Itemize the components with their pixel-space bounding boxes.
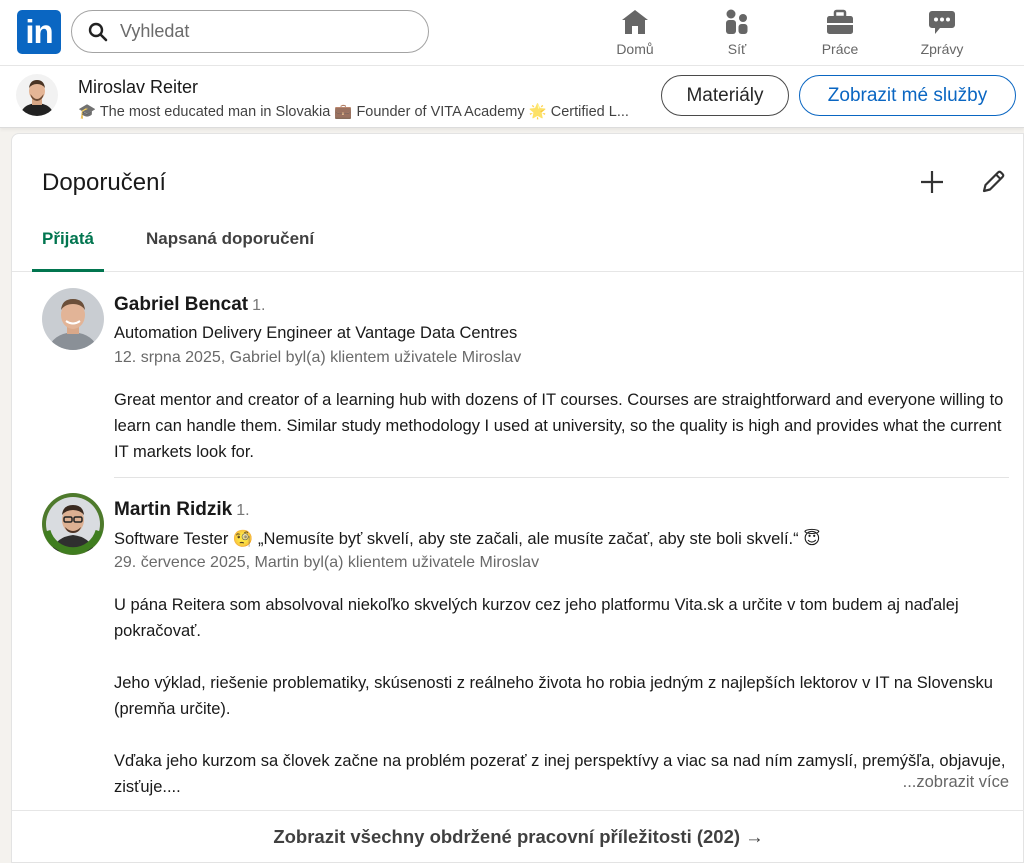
recommendation-item xyxy=(12,288,1024,478)
recommendation-text xyxy=(114,592,1009,800)
avatar[interactable] xyxy=(42,288,104,350)
nav-item-label: Domů xyxy=(616,41,654,57)
show-services-button[interactable]: Zobrazit mé služby xyxy=(799,75,1016,116)
recommendation-tabs xyxy=(12,214,1024,272)
section-title: Doporučení xyxy=(42,169,167,196)
nav-item-home[interactable] xyxy=(595,6,675,62)
nav-item-label: Práce xyxy=(821,41,859,57)
tab-received[interactable]: Přijatá xyxy=(32,214,104,272)
avatar[interactable] xyxy=(16,74,58,116)
add-recommendation-button[interactable] xyxy=(914,164,950,200)
show-more-link[interactable]: ...zobrazit více xyxy=(902,773,1009,791)
recommender-headline: Automation Delivery Engineer at Vantage Data Centres xyxy=(114,324,518,342)
show-all-recommendations-link[interactable]: Zobrazit všechny obdržené pracovní příležitosti (202) → xyxy=(12,810,1024,863)
recommendation-item xyxy=(12,493,1024,803)
search-input[interactable] xyxy=(120,21,400,42)
profile-sticky-bar xyxy=(0,66,1024,128)
briefcase-icon xyxy=(825,8,855,36)
plus-icon xyxy=(919,169,945,195)
nav-item-jobs[interactable] xyxy=(800,6,880,62)
recommender-name[interactable]: Martin Ridzik 1. xyxy=(114,499,250,520)
top-navigation xyxy=(0,0,1024,66)
recommendations-card xyxy=(11,133,1024,863)
recommender-headline: Software Tester 🧐 „Nemusíte byť skvelí, aby ste začali, ale musíte začať, aby ste boli skvelí.“ 😇 xyxy=(114,530,821,548)
recommendation-meta: 12. srpna 2025, Gabriel byl(a) klientem uživatele Miroslav xyxy=(114,349,522,366)
recommender-name[interactable]: Gabriel Bencat 1. xyxy=(114,294,266,315)
profile-headline: 🎓 The most educated man in Slovakia 💼 Founder of VITA Academy 🌟 Certified L... xyxy=(78,104,629,120)
recommendation-paragraph: Great mentor and creator of a learning hub with dozens of IT courses. Courses are straightforward and everyone willing to learn can handle them. Similar study methodology I used at university, so the quality is high and provides what the current IT markets look for. xyxy=(114,391,1004,461)
recommendation-text xyxy=(114,387,1009,491)
profile-name: Miroslav Reiter xyxy=(78,77,199,97)
connection-degree: 1. xyxy=(236,502,250,519)
recommendation-meta: 29. července 2025, Martin byl(a) klientem uživatele Miroslav xyxy=(114,554,540,571)
avatar[interactable] xyxy=(42,493,104,555)
divider xyxy=(114,477,1009,478)
linkedin-logo[interactable]: in xyxy=(17,10,61,54)
home-icon xyxy=(620,8,650,36)
nav-item-messaging[interactable] xyxy=(902,6,982,62)
nav-item-network[interactable] xyxy=(697,6,777,62)
materials-button[interactable]: Materiály xyxy=(661,75,789,116)
recommendation-paragraph: Jeho výklad, riešenie problematiky, skúsenosti z reálneho života ho robia jedným z najlepších lektorov v IT na Slovensku (premňa určite). xyxy=(114,674,993,718)
messaging-icon xyxy=(927,8,957,36)
recommendation-paragraph: Vďaka jeho kurzom sa človek začne na problém pozerať z inej perspektívy a viac sa nad ním zamyslí, premýšľa, objavuje, zisťuje.... xyxy=(114,752,1006,796)
search-icon xyxy=(88,22,108,42)
recommendation-paragraph: U pána Reitera som absolvoval niekoľko skvelých kurzov cez jeho platformu Vita.sk a určite v tom budem aj naďalej pokračovať. xyxy=(114,596,959,640)
nav-item-label: Zprávy xyxy=(920,41,964,57)
edit-recommendations-button[interactable] xyxy=(975,164,1011,200)
pencil-icon xyxy=(980,169,1006,195)
network-icon xyxy=(723,8,751,36)
nav-item-label: Síť xyxy=(727,41,747,57)
search-box[interactable] xyxy=(71,10,429,53)
connection-degree: 1. xyxy=(252,297,266,314)
tab-given[interactable]: Napsaná doporučení xyxy=(146,229,315,248)
